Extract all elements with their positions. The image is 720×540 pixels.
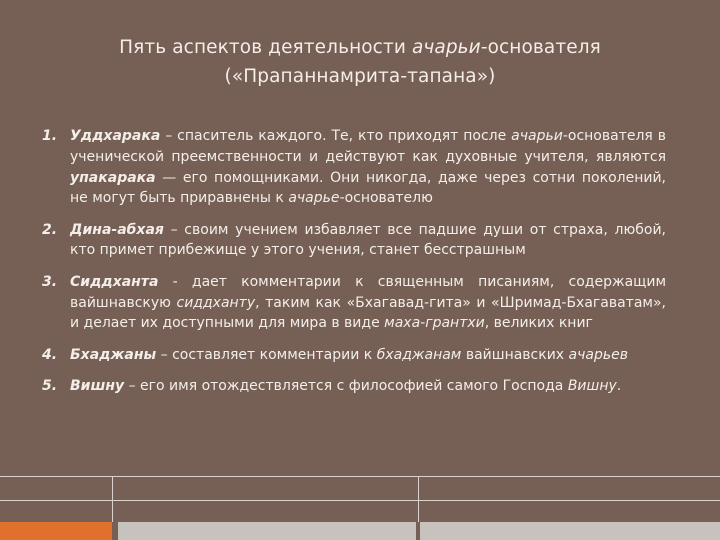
aspect-text: – его имя отождествляется с философией самого Господа — [124, 377, 568, 394]
aspect-item — [38, 126, 666, 209]
aspect-number: 4. — [42, 346, 58, 363]
aspect-item — [38, 376, 666, 397]
title-italic: ачарьи — [411, 37, 481, 58]
footer-divider-middle — [0, 500, 720, 501]
aspect-text: вайшнавских — [461, 346, 569, 363]
aspect-text: – составляет комментарии к — [156, 346, 377, 363]
aspect-number: 3. — [42, 273, 58, 290]
aspect-text: , великих книг — [484, 315, 593, 332]
aspect-text: , таким как «Бхагавад-гита» и «Шримад-Бхагаватам», и делает их доступными для мира в виде — [70, 294, 666, 332]
footer-accent-bar — [0, 522, 112, 540]
aspect-text: – своим учением избавляет все падшие души от страха, любой, кто примет прибежище у этого учения, станет бесстрашным — [70, 221, 666, 259]
aspect-text: основателю — [344, 190, 433, 207]
aspect-text: – спаситель каждого. Те, кто приходят после — [160, 128, 512, 144]
aspect-text: . — [616, 377, 622, 394]
aspects-list — [38, 126, 666, 407]
aspect-number: 1. — [42, 128, 58, 144]
aspect-item — [38, 220, 666, 262]
footer-vertical-divider-left — [112, 476, 113, 522]
aspect-number: 2. — [42, 221, 58, 238]
aspect-term: упакарака — [70, 169, 156, 186]
aspect-item — [38, 345, 666, 366]
aspect-term: Уддхарака — [70, 128, 161, 144]
footer-gray-bar-left — [118, 522, 416, 540]
aspect-item — [38, 272, 666, 334]
aspect-italic-text: бхаджанам — [376, 346, 462, 363]
aspect-term: Дина-абхая — [70, 221, 164, 238]
aspect-italic-text: ачарьев — [568, 346, 628, 363]
aspect-term: Вишну — [70, 377, 125, 394]
aspect-text: — его помощниками. Они никогда, даже через сотни поколений, не могут быть приравнены к — [70, 169, 666, 207]
aspect-italic-text: сиддханту — [176, 294, 256, 311]
aspect-term: Сиддханта — [70, 273, 159, 290]
title-line2: («Прапаннамрита-тапана») — [224, 66, 496, 87]
aspect-number: 5. — [42, 377, 58, 394]
aspect-italic-text: маха-грантхи — [384, 315, 485, 332]
footer-gray-bar-right — [420, 522, 720, 540]
aspect-text: -основателя в ученической преемственности и действуют как духовные учителя, являются — [70, 128, 667, 165]
aspect-text: - дает комментарии к священным писаниям, содержащим вайшнавскую — [70, 273, 666, 311]
aspect-italic-text: ачарье- — [288, 190, 345, 207]
footer-vertical-divider-right — [418, 476, 419, 522]
aspect-term: Бхаджаны — [70, 346, 157, 363]
title-prefix: Пять аспектов деятельности — [119, 37, 412, 58]
aspect-italic-text: Вишну — [567, 377, 617, 394]
title-suffix: -основателя — [480, 37, 601, 58]
footer-divider-top — [0, 476, 720, 477]
slide-title — [40, 33, 680, 91]
aspect-italic-text: ачарьи — [511, 128, 563, 144]
